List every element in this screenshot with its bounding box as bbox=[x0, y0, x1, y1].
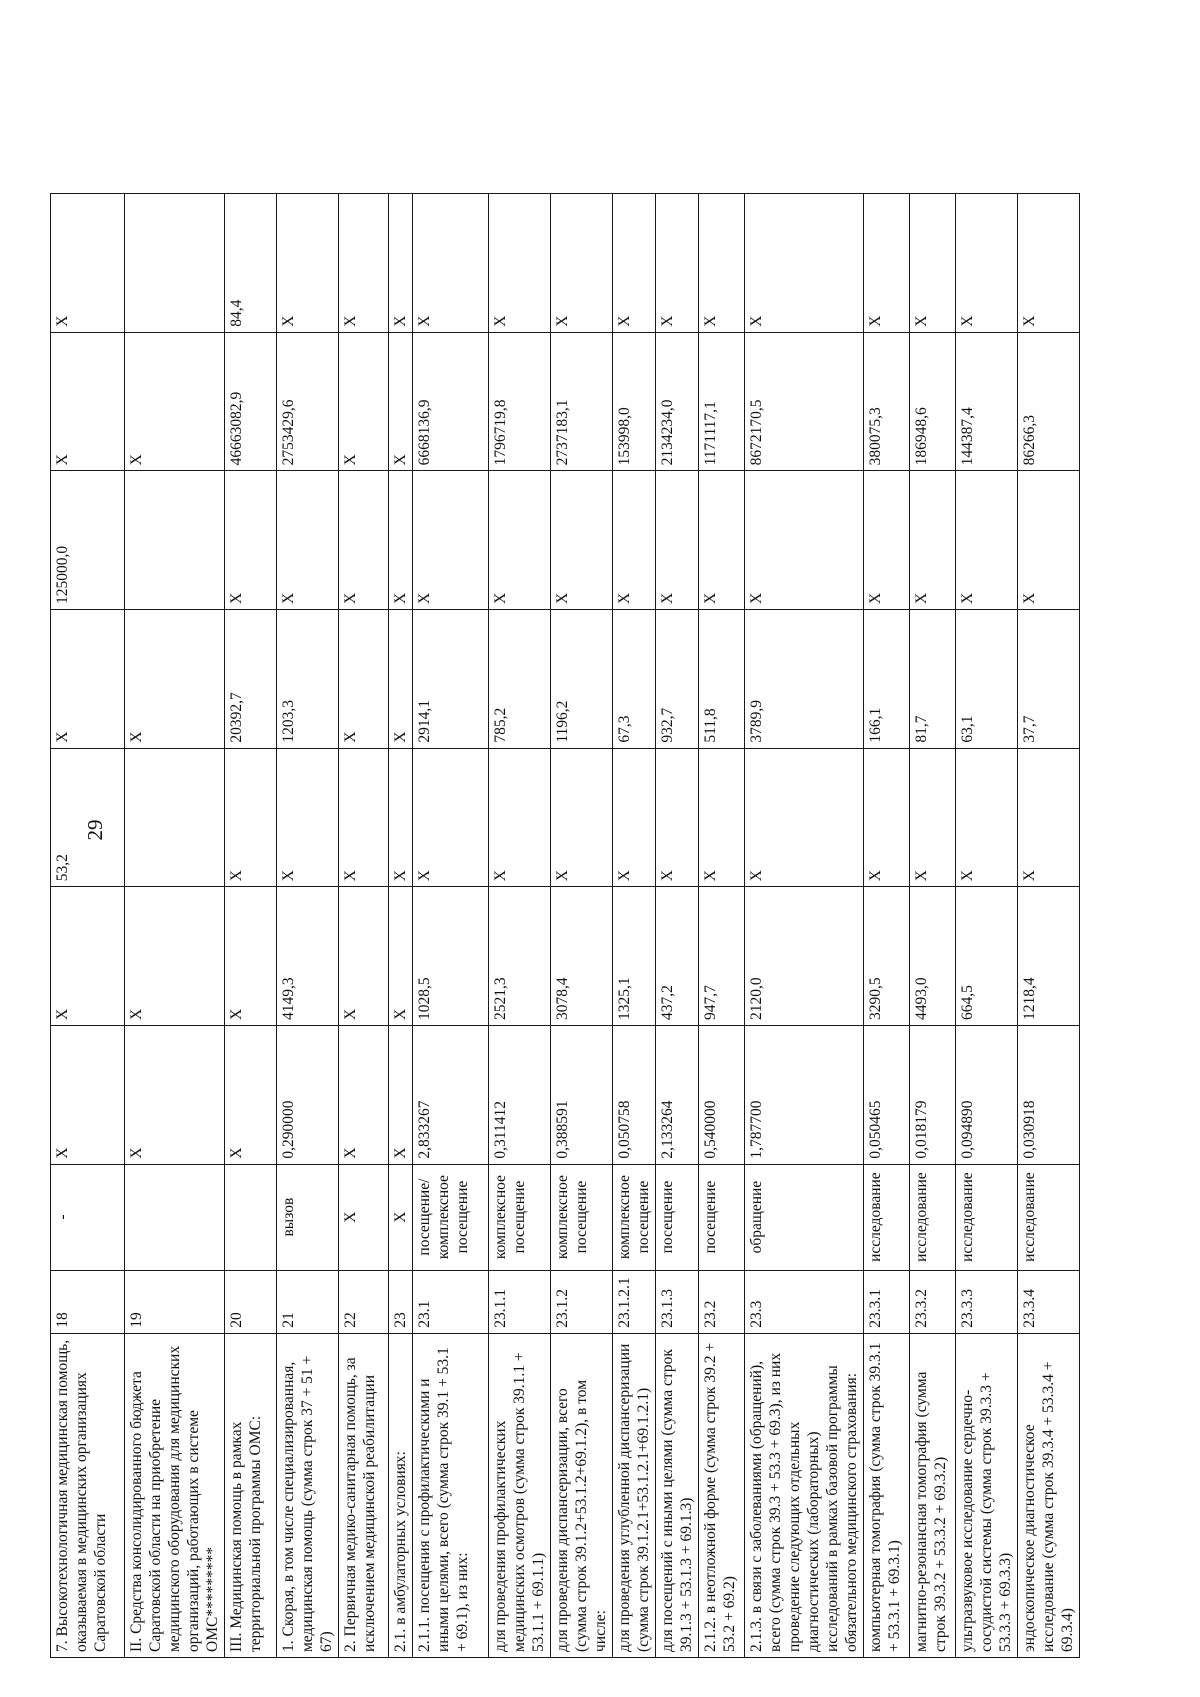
cell-budget-total: Х bbox=[745, 471, 864, 610]
cell-row-number: 23.1.2 bbox=[551, 1270, 613, 1333]
cell-budget-cost-per-capita: Х bbox=[745, 748, 864, 887]
cell-budget-cost-per-capita: Х bbox=[225, 748, 277, 887]
cell-row-name: для проведения углубленной диспансеризации (сумма строк 39.1.2.1+53.1.2.1+69.1.2.1) bbox=[613, 1333, 656, 1657]
cell-oms-total: 1796719,8 bbox=[489, 332, 551, 471]
cell-oms-total: Х bbox=[389, 332, 413, 471]
cell-percent: Х bbox=[413, 194, 489, 333]
cell-standard-cost: Х bbox=[389, 887, 413, 1026]
cell-budget-cost-per-capita: Х bbox=[489, 748, 551, 887]
cell-percent: Х bbox=[745, 194, 864, 333]
cell-standard-volume: Х bbox=[225, 1025, 277, 1164]
cell-standard-volume: Х bbox=[125, 1025, 225, 1164]
cell-row-name: 2.1. в амбулаторных условиях: bbox=[389, 1333, 413, 1657]
cell-budget-total: Х bbox=[489, 471, 551, 610]
cell-row-name: III. Медицинская помощь в рамках территориальной программы ОМС: bbox=[225, 1333, 277, 1657]
cell-oms-cost-per-capita: 1203,3 bbox=[277, 610, 339, 749]
cell-standard-cost: 3078,4 bbox=[551, 887, 613, 1026]
cell-budget-cost-per-capita: Х bbox=[339, 748, 389, 887]
cell-standard-cost: Х bbox=[225, 887, 277, 1026]
cell-oms-total: 380075,3 bbox=[864, 332, 910, 471]
cell-budget-total: Х bbox=[551, 471, 613, 610]
table-row bbox=[551, 39, 613, 1658]
cell-row-number: 23 bbox=[389, 1270, 413, 1333]
table-row bbox=[125, 39, 225, 1658]
cell-budget-total: Х bbox=[1018, 471, 1080, 610]
cell-row-name: магнитно-резонансная томография (сумма строк 39.3.2 + 53.3.2 + 69.3.2) bbox=[910, 1333, 956, 1657]
cell-unit bbox=[225, 1164, 277, 1270]
table-row bbox=[613, 39, 656, 1658]
cell-row-name: 7. Высокотехнологичная медицинская помощь, оказываемая в медицинских организациях Саратовской области bbox=[51, 1333, 125, 1657]
cell-budget-total: Х bbox=[956, 471, 1018, 610]
cell-row-name: 2.1.1. посещения с профилактическими и иными целями, всего (сумма строк 39.1 + 53.1 + 69.1), из них: bbox=[413, 1333, 489, 1657]
cell-budget-total: Х bbox=[225, 471, 277, 610]
cell-row-name: компьютерная томография (сумма строк 39.3.1 + 53.3.1 + 69.3.1) bbox=[864, 1333, 910, 1657]
cell-budget-total: 125000,0 bbox=[51, 471, 125, 610]
cell-unit: - bbox=[51, 1164, 125, 1270]
table-row bbox=[910, 39, 956, 1658]
cell-standard-volume: Х bbox=[339, 1025, 389, 1164]
cell-standard-volume: 2,833267 bbox=[413, 1025, 489, 1164]
cell-standard-cost: Х bbox=[125, 887, 225, 1026]
cell-oms-total: 1171117,1 bbox=[699, 332, 745, 471]
cell-percent bbox=[125, 194, 225, 333]
cell-oms-cost-per-capita: 20392,7 bbox=[225, 610, 277, 749]
cell-oms-cost-per-capita: Х bbox=[339, 610, 389, 749]
cell-standard-volume: 0,388591 bbox=[551, 1025, 613, 1164]
cell-standard-cost: 1028,5 bbox=[413, 887, 489, 1026]
table-row bbox=[1018, 39, 1080, 1658]
cell-oms-cost-per-capita: 511,8 bbox=[699, 610, 745, 749]
cell-oms-total: 6668136,9 bbox=[413, 332, 489, 471]
cell-unit: исследование bbox=[956, 1164, 1018, 1270]
cell-budget-cost-per-capita: Х bbox=[956, 748, 1018, 887]
cell-row-number: 18 bbox=[51, 1270, 125, 1333]
cell-row-name: эндоскопическое диагностическое исследование (сумма строк 39.3.4 + 53.3.4 + 69.3.4) bbox=[1018, 1333, 1080, 1657]
cell-standard-volume: Х bbox=[389, 1025, 413, 1164]
cell-budget-cost-per-capita: 53,2 bbox=[51, 748, 125, 887]
table-row bbox=[51, 39, 125, 1658]
cell-percent: Х bbox=[864, 194, 910, 333]
cell-unit: посещение bbox=[699, 1164, 745, 1270]
cell-oms-total: 86266,3 bbox=[1018, 332, 1080, 471]
cell-row-name: для проведения диспансеризации, всего (сумма строк 39.1.2+53.1.2+69.1.2), в том числе: bbox=[551, 1333, 613, 1657]
cell-row-number: 23.2 bbox=[699, 1270, 745, 1333]
cell-standard-cost: 2521,3 bbox=[489, 887, 551, 1026]
cell-budget-cost-per-capita: Х bbox=[551, 748, 613, 887]
cell-oms-total: Х bbox=[339, 332, 389, 471]
cell-standard-cost: 947,7 bbox=[699, 887, 745, 1026]
cell-budget-cost-per-capita: Х bbox=[910, 748, 956, 887]
cell-budget-cost-per-capita: Х bbox=[389, 748, 413, 887]
cell-standard-cost: Х bbox=[339, 887, 389, 1026]
table-row bbox=[656, 39, 699, 1658]
cell-oms-total: 2753429,6 bbox=[277, 332, 339, 471]
cell-oms-cost-per-capita: 37,7 bbox=[1018, 610, 1080, 749]
cell-row-number: 23.3.3 bbox=[956, 1270, 1018, 1333]
cell-percent: 84,4 bbox=[225, 194, 277, 333]
cell-unit: Х bbox=[389, 1164, 413, 1270]
cell-budget-total: Х bbox=[339, 471, 389, 610]
cell-row-number: 23.1.1 bbox=[489, 1270, 551, 1333]
cell-standard-volume: 1,787700 bbox=[745, 1025, 864, 1164]
cell-unit: комплексное посещение bbox=[489, 1164, 551, 1270]
cell-standard-volume: 0,050758 bbox=[613, 1025, 656, 1164]
cell-standard-cost: 437,2 bbox=[656, 887, 699, 1026]
cell-budget-cost-per-capita: Х bbox=[413, 748, 489, 887]
cell-row-name: ультразвуковое исследование сердечно-сосудистой системы (сумма строк 39.3.3 + 53.3.3 + 69.3.3) bbox=[956, 1333, 1018, 1657]
page-number: 29 bbox=[83, 819, 107, 841]
cell-oms-cost-per-capita: 81,7 bbox=[910, 610, 956, 749]
cell-standard-cost: Х bbox=[51, 887, 125, 1026]
cell-budget-total: Х bbox=[699, 471, 745, 610]
cell-row-name: для посещений с иными целями (сумма строк 39.1.3 + 53.1.3 + 69.1.3) bbox=[656, 1333, 699, 1657]
table-row bbox=[489, 39, 551, 1658]
cell-unit: исследование bbox=[1018, 1164, 1080, 1270]
cell-oms-total: Х bbox=[125, 332, 225, 471]
cell-oms-cost-per-capita: Х bbox=[389, 610, 413, 749]
cell-percent: Х bbox=[910, 194, 956, 333]
cell-standard-cost: 4493,0 bbox=[910, 887, 956, 1026]
cell-row-number: 22 bbox=[339, 1270, 389, 1333]
cell-row-number: 23.1.2.1 bbox=[613, 1270, 656, 1333]
cell-oms-cost-per-capita: 932,7 bbox=[656, 610, 699, 749]
cell-oms-cost-per-capita: 2914,1 bbox=[413, 610, 489, 749]
cell-standard-volume: 0,018179 bbox=[910, 1025, 956, 1164]
cell-unit: исследование bbox=[864, 1164, 910, 1270]
table-row bbox=[277, 39, 339, 1658]
table-row bbox=[864, 39, 910, 1658]
cell-oms-total: 153998,0 bbox=[613, 332, 656, 471]
cell-row-name: для проведения профилактических медицинских осмотров (сумма строк 39.1.1 + 53.1.1 + 69.1.1) bbox=[489, 1333, 551, 1657]
cell-percent: Х bbox=[956, 194, 1018, 333]
cell-budget-total: Х bbox=[613, 471, 656, 610]
cell-budget-total: Х bbox=[413, 471, 489, 610]
cell-oms-total: 144387,4 bbox=[956, 332, 1018, 471]
cell-standard-volume: 0,050465 bbox=[864, 1025, 910, 1164]
cell-percent: Х bbox=[613, 194, 656, 333]
cell-percent: Х bbox=[699, 194, 745, 333]
table-row bbox=[339, 39, 389, 1658]
cell-budget-cost-per-capita: Х bbox=[277, 748, 339, 887]
cell-oms-cost-per-capita: Х bbox=[125, 610, 225, 749]
cell-oms-total: 186948,6 bbox=[910, 332, 956, 471]
cell-row-name: 2.1.3. в связи с заболеваниями (обращений), всего (сумма строк 39.3 + 53.3 + 69.3), из них проведение следующих отдельных диагностических (лабораторных) исследований в рамках базовой программы обязательного медицинского страхования: bbox=[745, 1333, 864, 1657]
cell-row-number: 23.3.4 bbox=[1018, 1270, 1080, 1333]
cell-unit: комплексное посещение bbox=[551, 1164, 613, 1270]
program-cost-table bbox=[50, 38, 1080, 1658]
cell-standard-volume: 0,290000 bbox=[277, 1025, 339, 1164]
cell-oms-total: 2134234,0 bbox=[656, 332, 699, 471]
cell-budget-total: Х bbox=[389, 471, 413, 610]
cell-unit: комплексное посещение bbox=[613, 1164, 656, 1270]
cell-unit: обращение bbox=[745, 1164, 864, 1270]
cell-oms-cost-per-capita: 785,2 bbox=[489, 610, 551, 749]
cell-standard-volume: 2,133264 bbox=[656, 1025, 699, 1164]
table-body bbox=[51, 39, 1080, 1658]
cell-row-name: 2.1.2. в неотложной форме (сумма строк 39.2 + 53.2 + 69.2) bbox=[699, 1333, 745, 1657]
cell-budget-cost-per-capita: Х bbox=[613, 748, 656, 887]
cell-standard-volume: 0,540000 bbox=[699, 1025, 745, 1164]
cell-oms-cost-per-capita: 67,3 bbox=[613, 610, 656, 749]
cell-percent: Х bbox=[277, 194, 339, 333]
cell-standard-cost: 664,5 bbox=[956, 887, 1018, 1026]
table-row bbox=[745, 39, 864, 1658]
table-row bbox=[956, 39, 1018, 1658]
cell-budget-cost-per-capita: Х bbox=[864, 748, 910, 887]
cell-unit: Х bbox=[339, 1164, 389, 1270]
cell-oms-cost-per-capita: 3789,9 bbox=[745, 610, 864, 749]
cell-percent: Х bbox=[1018, 194, 1080, 333]
cell-unit bbox=[125, 1164, 225, 1270]
cell-unit: посещение/ комплексное посещение bbox=[413, 1164, 489, 1270]
cell-budget-cost-per-capita: Х bbox=[1018, 748, 1080, 887]
cell-percent: Х bbox=[339, 194, 389, 333]
cell-standard-volume: 0,094890 bbox=[956, 1025, 1018, 1164]
cell-row-number: 20 bbox=[225, 1270, 277, 1333]
cell-percent: Х bbox=[656, 194, 699, 333]
cell-oms-cost-per-capita: 166,1 bbox=[864, 610, 910, 749]
table-container bbox=[50, 38, 1100, 1658]
cell-unit: вызов bbox=[277, 1164, 339, 1270]
cell-row-number: 23.1 bbox=[413, 1270, 489, 1333]
table-row bbox=[699, 39, 745, 1658]
cell-standard-cost: 2120,0 bbox=[745, 887, 864, 1026]
cell-row-number: 23.3 bbox=[745, 1270, 864, 1333]
cell-row-number: 23.3.2 bbox=[910, 1270, 956, 1333]
cell-unit: исследование bbox=[910, 1164, 956, 1270]
table-row bbox=[389, 39, 413, 1658]
cell-standard-cost: 4149,3 bbox=[277, 887, 339, 1026]
cell-percent: Х bbox=[551, 194, 613, 333]
cell-percent: Х bbox=[389, 194, 413, 333]
cell-budget-cost-per-capita: Х bbox=[656, 748, 699, 887]
cell-oms-total: 46663082,9 bbox=[225, 332, 277, 471]
cell-budget-total bbox=[125, 471, 225, 610]
cell-budget-cost-per-capita: Х bbox=[699, 748, 745, 887]
cell-standard-volume: Х bbox=[51, 1025, 125, 1164]
cell-percent: Х bbox=[489, 194, 551, 333]
cell-oms-cost-per-capita: Х bbox=[51, 610, 125, 749]
cell-row-number: 23.1.3 bbox=[656, 1270, 699, 1333]
cell-budget-total: Х bbox=[864, 471, 910, 610]
cell-oms-total: Х bbox=[51, 332, 125, 471]
cell-standard-cost: 1325,1 bbox=[613, 887, 656, 1026]
cell-standard-volume: 0,311412 bbox=[489, 1025, 551, 1164]
cell-standard-volume: 0,030918 bbox=[1018, 1025, 1080, 1164]
cell-budget-total: Х bbox=[656, 471, 699, 610]
cell-budget-total: Х bbox=[277, 471, 339, 610]
table-row bbox=[225, 39, 277, 1658]
cell-standard-cost: 3290,5 bbox=[864, 887, 910, 1026]
cell-row-number: 21 bbox=[277, 1270, 339, 1333]
cell-row-name: 2. Первичная медико-санитарная помощь, за исключением медицинской реабилитации bbox=[339, 1333, 389, 1657]
cell-oms-cost-per-capita: 1196,2 bbox=[551, 610, 613, 749]
cell-standard-cost: 1218,4 bbox=[1018, 887, 1080, 1026]
cell-oms-cost-per-capita: 63,1 bbox=[956, 610, 1018, 749]
cell-row-number: 23.3.1 bbox=[864, 1270, 910, 1333]
cell-oms-total: 8672170,5 bbox=[745, 332, 864, 471]
table-row bbox=[413, 39, 489, 1658]
cell-oms-total: 2737183,1 bbox=[551, 332, 613, 471]
cell-row-name: II. Средства консолидированного бюджета Саратовской области на приобретение медицинского оборудования для медицинских организаций, работающих в системе ОМС********* bbox=[125, 1333, 225, 1657]
cell-row-name: 1. Скорая, в том числе специализированная, медицинская помощь (сумма строк 37 + 51 + 67) bbox=[277, 1333, 339, 1657]
cell-row-number: 19 bbox=[125, 1270, 225, 1333]
cell-unit: посещение bbox=[656, 1164, 699, 1270]
cell-budget-cost-per-capita bbox=[125, 748, 225, 887]
cell-percent: Х bbox=[51, 194, 125, 333]
cell-budget-total: Х bbox=[910, 471, 956, 610]
